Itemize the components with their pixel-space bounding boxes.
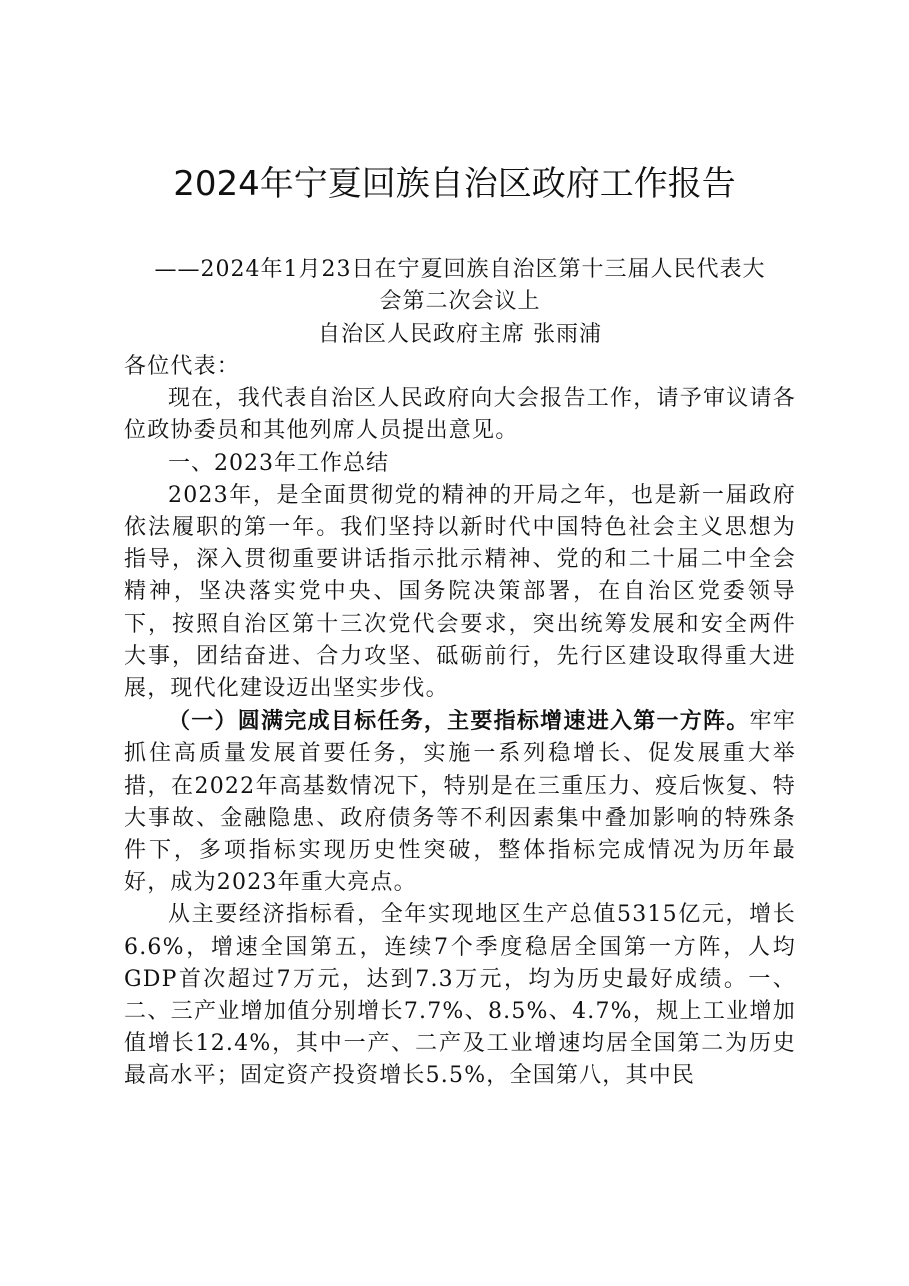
- document-body: [124, 351, 796, 1093]
- subsection-paragraph: [124, 705, 796, 899]
- intro-paragraph: 现在，我代表自治区人民政府向大会报告工作，请予审议请各位政协委员和其他列席人员提出意见。: [124, 386, 796, 444]
- author-byline: 自治区人民政府主席 张雨浦: [318, 322, 602, 347]
- subsection-text: 牢牢抓住高质量发展首要任务，实施一系列稳增长、促发展重大举措，在2022年高基数情况下，特别是在三重压力、疫后恢复、特大事故、金融隐患、政府债务等不利因素集中叠加影响的特殊条件下，多项指标实现历史性突破，整体指标完成情况为历年最好，成为2023年重大亮点。: [124, 709, 796, 896]
- economic-indicators-paragraph: 从主要经济指标看，全年实现地区生产总值5315亿元，增长6.6%，增速全国第五，连续7个季度稳居全国第一方阵，人均GDP首次超过7万元，达到7.3万元，均为历史最好成绩。一、二、三产业增加值分别增长7.7%、8.5%、4.7%，规上工业增加值增长12.4%，其中一产、二产及工业增速均居全国第二为历史最高水平；固定资产投资增长5.5%，全国第八，其中民: [124, 902, 796, 1089]
- salutation: 各位代表：: [124, 354, 241, 379]
- section-heading: 一、2023年工作总结: [168, 450, 389, 476]
- subtitle-line-1: ——2024年1月23日在宁夏回族自治区第十三届人民代表大: [154, 257, 766, 282]
- document-subtitle: [124, 254, 796, 318]
- summary-paragraph: 2023年，是全面贯彻党的精神的开局之年，也是新一届政府依法履职的第一年。我们坚持以新时代中国特色社会主义思想为指导，深入贯彻重要讲话指示批示精神、党的和二十届二中全会精神，坚决落实党中央、国务院决策部署，在自治区党委领导下，按照自治区第十三次党代会要求，突出统筹发展和安全两件大事，团结奋进、合力攻坚、砥砺前行，先行区建设取得重大进展，现代化建设迈出坚实步伐。: [124, 482, 796, 702]
- subsection-lead: （一）圆满完成目标任务，主要指标增速进入第一方阵。: [168, 708, 750, 735]
- document-title: 2024年宁夏回族自治区政府工作报告: [173, 164, 736, 204]
- subtitle-line-2: 会第二次会议上: [379, 289, 541, 314]
